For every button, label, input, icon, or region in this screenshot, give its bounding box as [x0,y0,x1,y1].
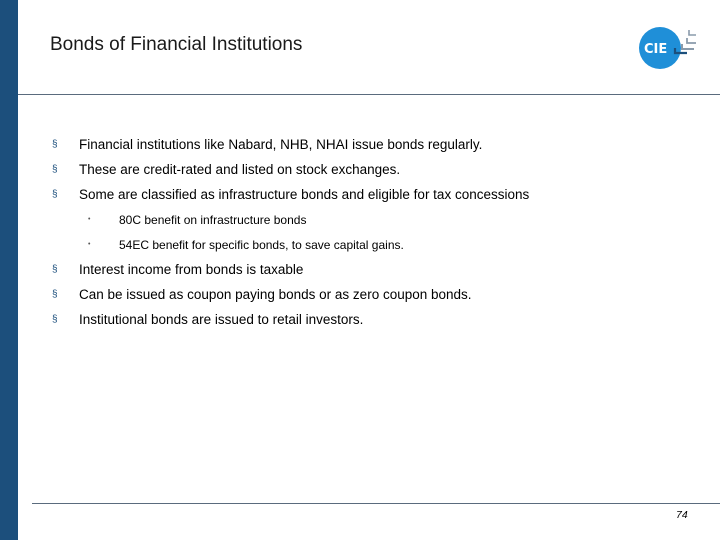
bullet-item [52,311,702,336]
sub-bullet-item [52,211,702,236]
bullet-marker-icon: § [52,139,58,150]
bullet-item [52,136,702,161]
sub-bullet-marker-icon: • [88,216,91,223]
sub-bullet-marker-icon: • [88,241,91,248]
bullet-marker-icon: § [52,189,58,200]
bullet-marker-icon: § [52,289,58,300]
sub-bullet-item [52,236,702,261]
bullet-marker-icon: § [52,264,58,275]
svg-text:CIE: CIE [644,42,668,57]
bullet-item [52,161,702,186]
bullet-text: Financial institutions like Nabard, NHB, NHAI issue bonds regularly. [79,137,483,152]
bullet-text: Institutional bonds are issued to retail investors. [79,312,364,327]
slide-title: Bonds of Financial Institutions [50,34,303,55]
footer-divider [32,503,720,504]
page-number: 74 [676,509,688,521]
bullet-list [52,136,702,336]
bullet-text: Can be issued as coupon paying bonds or as zero coupon bonds. [79,287,472,302]
bullet-text: Interest income from bonds is taxable [79,262,304,277]
bullet-marker-icon: § [52,314,58,325]
left-accent-bar [0,0,18,540]
title-divider [18,94,720,95]
sub-bullet-text: 54EC benefit for specific bonds, to save capital gains. [119,238,404,252]
bullet-item [52,286,702,311]
bullet-item [52,186,702,211]
ciel-logo [636,22,698,72]
bullet-text: Some are classified as infrastructure bonds and eligible for tax concessions [79,187,530,202]
bullet-text: These are credit-rated and listed on stock exchanges. [79,162,401,177]
bullet-item [52,261,702,286]
bullet-marker-icon: § [52,164,58,175]
sub-bullet-text: 80C benefit on infrastructure bonds [119,213,307,227]
